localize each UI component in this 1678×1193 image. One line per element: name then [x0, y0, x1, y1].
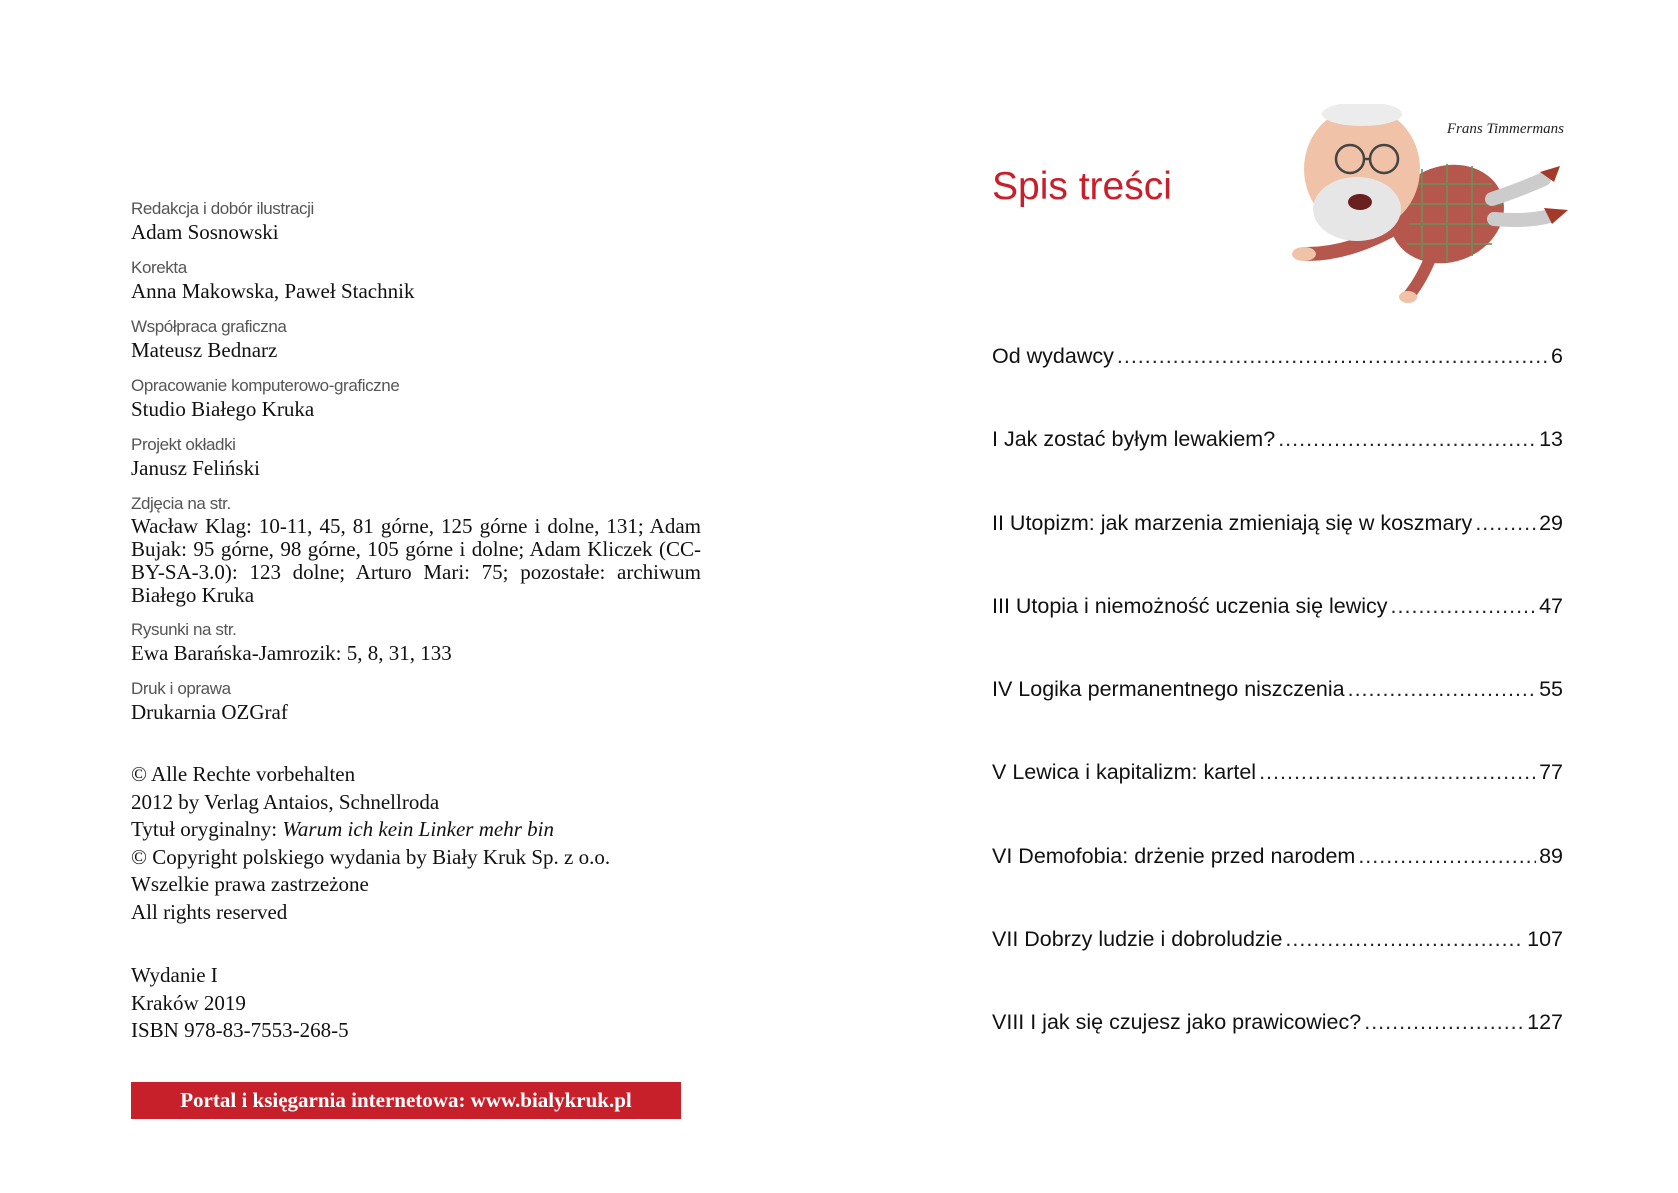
credit-value: Adam Sosnowski [131, 220, 279, 244]
caricature-caption: Frans Timmermans [1446, 121, 1564, 137]
toc-item-title: II Utopizm: jak marzenia zmieniają się w koszmary [992, 510, 1473, 535]
toc-item-page: 127 [1527, 1010, 1563, 1035]
credit-label: Korekta [131, 258, 187, 277]
toc-item[interactable] [992, 677, 1563, 760]
original-title-prefix: Tytuł oryginalny: [131, 817, 283, 841]
credit-label: Zdjęcia na str. [131, 494, 231, 513]
credit-drawings [131, 619, 701, 666]
rights-line: © Alle Rechte vorbehalten [131, 762, 356, 786]
credit-proofreading [131, 257, 701, 304]
credit-label: Projekt okładki [131, 435, 236, 454]
credit-photos [131, 493, 701, 607]
credit-print [131, 678, 701, 725]
toc-item-page: 89 [1539, 843, 1563, 868]
toc-item-page: 13 [1539, 427, 1563, 452]
toc-item-page: 107 [1527, 927, 1563, 952]
toc-item[interactable] [992, 594, 1563, 677]
rights-line: All rights reserved [131, 899, 288, 924]
toc-item-page: 77 [1539, 760, 1563, 785]
credit-value: Drukarnia OZGraf [131, 700, 288, 724]
credit-value: Janusz Feliński [131, 456, 260, 480]
toc-dot-leader [1364, 1010, 1524, 1035]
toc-item[interactable] [992, 927, 1563, 1010]
edition-block [131, 962, 701, 1045]
edition-line: Wydanie I [131, 963, 218, 987]
toc-item-title: VI Demofobia: drżenie przed narodem [992, 843, 1356, 868]
toc-item[interactable] [992, 427, 1563, 510]
toc-dot-leader [1278, 427, 1536, 452]
rights-line: Wszelkie prawa zastrzeżone [131, 872, 369, 896]
toc-item-page: 6 [1551, 344, 1563, 368]
credit-editor [131, 198, 701, 245]
toc-item[interactable] [992, 844, 1563, 927]
toc-item-page: 47 [1539, 593, 1563, 618]
rights-line: © Copyright polskiego wydania by Biały Kruk Sp. z o.o. [131, 844, 611, 869]
toc-dot-leader [1391, 594, 1537, 619]
credit-dtp [131, 375, 701, 422]
original-title-line [131, 816, 701, 844]
toc-item-title: VII Dobrzy ludzie i dobroludzie [992, 927, 1283, 952]
toc-item-title: I Jak zostać byłym lewakiem? [992, 427, 1276, 452]
credit-cover [131, 434, 701, 481]
colophon [131, 198, 701, 1045]
toc-item-title: Od wydawcy [992, 344, 1114, 368]
toc-item[interactable] [992, 511, 1563, 594]
toc-item-page: 29 [1539, 510, 1563, 535]
credit-value: Ewa Barańska-Jamrozik: 5, 8, 31, 133 [131, 641, 452, 665]
rights-line: 2012 by Verlag Antaios, Schnellroda [131, 789, 440, 814]
credit-value: Studio Białego Kruka [131, 397, 315, 421]
toc-item[interactable] [992, 760, 1563, 843]
credit-label: Druk i oprawa [131, 679, 231, 698]
original-title: Warum ich kein Linker mehr bin [282, 817, 554, 841]
isbn: ISBN 978-83-7553-268-5 [131, 1018, 349, 1042]
credit-value: Wacław Klag: 10-11, 45, 81 górne, 125 górne i dolne, 131; Adam Bujak: 95 górne, 98 górne, 105 górne i dolne; Adam Kliczek (CC-BY-SA-3.0): 123 dolne; Arturo Mari: 75; pozostałe: archiwum Białego Kruka [131, 514, 701, 607]
toc-dot-leader [1475, 511, 1536, 536]
toc-dot-leader [1117, 344, 1548, 369]
toc-item-title: V Lewica i kapitalizm: kartel [992, 760, 1257, 785]
credit-graphics [131, 316, 701, 363]
toc-dot-leader [1285, 927, 1524, 952]
toc-item[interactable] [992, 1010, 1563, 1093]
credit-value: Mateusz Bednarz [131, 338, 278, 362]
credit-label: Redakcja i dobór ilustracji [131, 199, 314, 218]
credit-value: Anna Makowska, Paweł Stachnik [131, 279, 415, 303]
toc-item-title: III Utopia i niemożność uczenia się lewicy [992, 593, 1388, 618]
toc-dot-leader [1358, 844, 1536, 869]
edition-line: Kraków 2019 [131, 990, 246, 1015]
toc-list [992, 344, 1563, 1094]
rights-block [131, 761, 701, 926]
toc-dot-leader [1348, 677, 1536, 702]
credit-label: Współpraca graficzna [131, 317, 287, 336]
toc-item-title: IV Logika permanentnego niszczenia [992, 677, 1345, 702]
toc-item-title: VIII I jak się czujesz jako prawicowiec? [992, 1010, 1362, 1035]
toc-title: Spis treści [992, 165, 1172, 208]
toc-item[interactable] [992, 344, 1563, 427]
portal-banner[interactable]: Portal i księgarnia internetowa: www.bialykruk.pl [131, 1082, 681, 1119]
toc-item-page: 55 [1539, 677, 1563, 702]
credit-label: Opracowanie komputerowo-graficzne [131, 376, 400, 395]
toc-dot-leader [1259, 760, 1536, 785]
credit-label: Rysunki na str. [131, 620, 237, 639]
